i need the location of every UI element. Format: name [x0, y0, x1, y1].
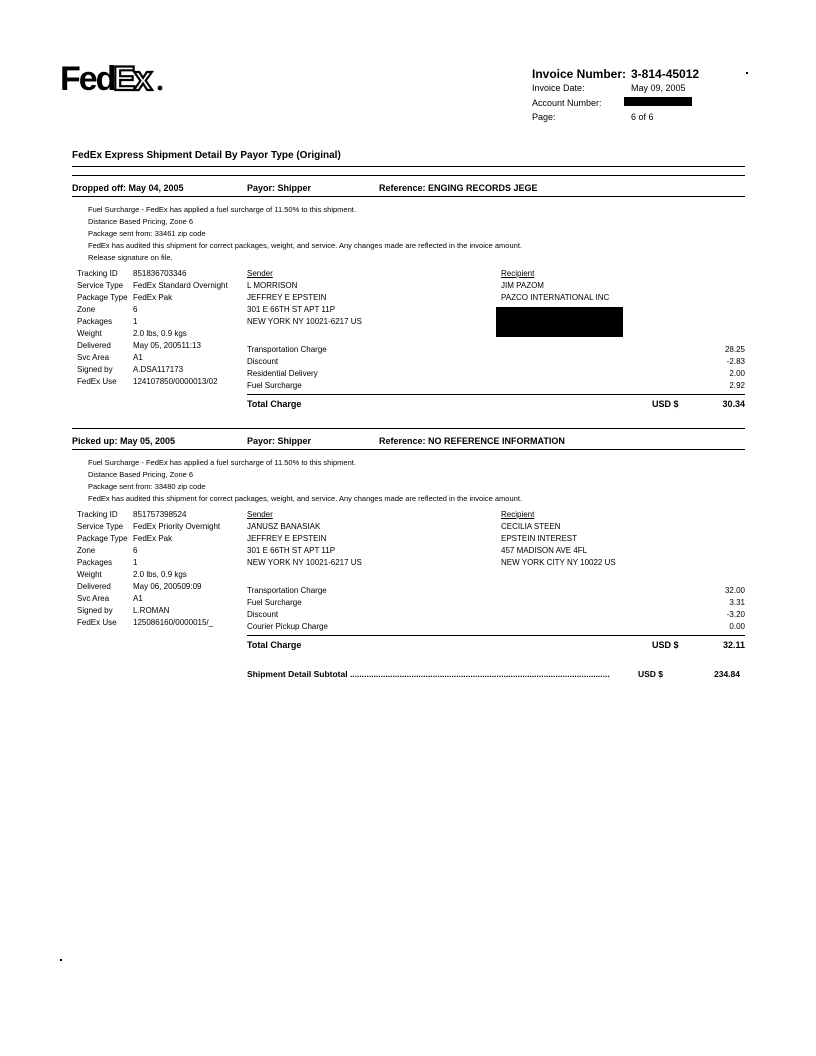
detail-label: Service Type	[77, 281, 124, 290]
detail-label: FedEx Use	[77, 618, 117, 627]
recipient-line: NEW YORK CITY NY 10022 US	[501, 558, 616, 567]
detail-label: Delivered	[77, 341, 111, 350]
charge-label: Transportation Charge	[247, 345, 327, 354]
page-label: Page:	[532, 112, 556, 122]
sender-line: JEFFREY E EPSTEIN	[247, 534, 327, 543]
speck	[60, 959, 62, 961]
account-number-redaction	[624, 97, 692, 106]
speck	[746, 72, 748, 74]
detail-label: Weight	[77, 570, 102, 579]
total-rule	[247, 635, 745, 636]
shipment-note: FedEx has audited this shipment for correct packages, weight, and service. Any changes made are reflected in the invoice amount.	[88, 494, 522, 503]
charge-amount: -2.83	[726, 357, 745, 366]
charge-amount: 3.31	[729, 598, 745, 607]
detail-value: FedEx Pak	[133, 293, 173, 302]
charge-label: Fuel Surcharge	[247, 381, 302, 390]
recipient-line: JIM PAZOM	[501, 281, 544, 290]
detail-label: Signed by	[77, 365, 113, 374]
detail-value: A1	[133, 353, 143, 362]
detail-value: 2.0 lbs, 0.9 kgs	[133, 329, 187, 338]
section-top-rule	[72, 428, 745, 429]
detail-label: Tracking ID	[77, 269, 118, 278]
recipient-line: CECILIA STEEN	[501, 522, 561, 531]
recipient-heading: Recipient	[501, 269, 535, 278]
detail-value: 125086160/0000015/_	[133, 618, 214, 627]
shipment-payor: Payor: Shipper	[247, 436, 312, 446]
charge-label: Discount	[247, 610, 279, 619]
shipment-date: Picked up: May 05, 2005	[72, 436, 176, 446]
title-rule	[72, 166, 745, 167]
invoice-number: 3-814-45012	[631, 67, 700, 81]
charge-label: Transportation Charge	[247, 586, 327, 595]
shipment-reference: Reference: ENGING RECORDS JEGE	[379, 183, 538, 193]
total-charge-amount: 30.34	[722, 399, 745, 409]
sender-line: L MORRISON	[247, 281, 298, 290]
account-number-label: Account Number:	[532, 98, 602, 108]
invoice-date-label: Invoice Date:	[532, 83, 585, 93]
detail-value: FedEx Standard Overnight	[133, 281, 228, 290]
charge-label: Residential Delivery	[247, 369, 318, 378]
shipment-note: FedEx has audited this shipment for correct packages, weight, and service. Any changes made are reflected in the invoice amount.	[88, 241, 522, 250]
charge-amount: 32.00	[724, 586, 745, 595]
subtotal-label: Shipment Detail Subtotal ..............................................................................................................	[247, 669, 610, 679]
charge-amount: 2.00	[729, 369, 745, 378]
tracking-id: 851836703346	[133, 269, 187, 278]
detail-value: May 05, 200511:13	[133, 341, 201, 350]
sender-line: NEW YORK NY 10021-6217 US	[247, 317, 362, 326]
svg-text:Ex: Ex	[113, 60, 151, 96]
fedex-logo	[60, 60, 170, 96]
detail-label: Service Type	[77, 522, 124, 531]
shipment-date: Dropped off: May 04, 2005	[72, 183, 184, 193]
total-charge-amount: 32.11	[722, 640, 745, 650]
detail-label: Delivered	[77, 582, 111, 591]
recipient-address-redaction	[496, 307, 623, 337]
detail-label: Zone	[77, 305, 96, 314]
detail-label: Packages	[77, 558, 113, 567]
invoice-number-label: Invoice Number:	[532, 67, 627, 81]
sender-line: 301 E 66TH ST APT 11P	[247, 305, 336, 314]
sender-line: 301 E 66TH ST APT 11P	[247, 546, 336, 555]
sender-line: JANUSZ BANASIAK	[247, 522, 321, 531]
charge-label: Discount	[247, 357, 279, 366]
detail-value: A1	[133, 594, 143, 603]
sender-line: NEW YORK NY 10021-6217 US	[247, 558, 362, 567]
page-title: FedEx Express Shipment Detail By Payor Type (Original)	[72, 150, 341, 161]
total-charge-label: Total Charge	[247, 399, 302, 409]
total-currency: USD $	[652, 399, 679, 409]
total-charge-label: Total Charge	[247, 640, 302, 650]
detail-label: Packages	[77, 317, 113, 326]
sender-line: JEFFREY E EPSTEIN	[247, 293, 327, 302]
total-rule	[247, 394, 745, 395]
detail-value: 6	[133, 546, 138, 555]
charge-label: Fuel Surcharge	[247, 598, 302, 607]
invoice-date: May 09, 2005	[631, 83, 686, 93]
section-top-rule	[72, 175, 745, 176]
shipment-note: Distance Based Pricing, Zone 6	[88, 470, 194, 479]
detail-value: 124107850/0000013/02	[133, 377, 218, 386]
tracking-id: 851757398524	[133, 510, 187, 519]
shipment-reference: Reference: NO REFERENCE INFORMATION	[379, 436, 565, 446]
shipment-note: Fuel Surcharge - FedEx has applied a fuel surcharge of 11.50% to this shipment.	[88, 205, 356, 214]
shipment-header-rule	[72, 449, 745, 450]
shipment-note: Distance Based Pricing, Zone 6	[88, 217, 194, 226]
detail-value: FedEx Priority Overnight	[133, 522, 221, 531]
page-number: 6 of 6	[631, 112, 654, 122]
charge-amount: -3.20	[726, 610, 745, 619]
detail-label: Package Type	[77, 293, 128, 302]
recipient-line: PAZCO INTERNATIONAL INC	[501, 293, 610, 302]
detail-label: Svc Area	[77, 353, 110, 362]
recipient-line: EPSTEIN INTEREST	[501, 534, 578, 543]
recipient-heading: Recipient	[501, 510, 535, 519]
detail-value: 1	[133, 558, 138, 567]
total-currency: USD $	[652, 640, 679, 650]
detail-value: 1	[133, 317, 138, 326]
charge-amount: 0.00	[729, 622, 745, 631]
detail-value: 2.0 lbs, 0.9 kgs	[133, 570, 187, 579]
sender-heading: Sender	[247, 269, 273, 278]
detail-label: Zone	[77, 546, 96, 555]
detail-label: Tracking ID	[77, 510, 118, 519]
shipment-header-rule	[72, 196, 745, 197]
detail-value: FedEx Pak	[133, 534, 173, 543]
detail-value: 6	[133, 305, 138, 314]
sender-heading: Sender	[247, 510, 273, 519]
detail-label: FedEx Use	[77, 377, 117, 386]
shipment-note: Fuel Surcharge - FedEx has applied a fuel surcharge of 11.50% to this shipment.	[88, 458, 356, 467]
detail-label: Package Type	[77, 534, 128, 543]
charge-amount: 2.92	[729, 381, 745, 390]
subtotal-amount: 234.84	[714, 669, 740, 679]
detail-value: A.DSA117173	[133, 365, 184, 374]
recipient-line: 457 MADISON AVE 4FL	[501, 546, 588, 555]
detail-label: Weight	[77, 329, 102, 338]
subtotal-currency: USD $	[638, 669, 664, 679]
shipment-note: Release signature on file.	[88, 253, 173, 262]
shipment-note: Package sent from: 33461 zip code	[88, 229, 206, 238]
detail-label: Svc Area	[77, 594, 110, 603]
detail-value: May 06, 200509:09	[133, 582, 202, 591]
charge-amount: 28.25	[724, 345, 745, 354]
svg-text:Fed: Fed	[60, 60, 115, 96]
charge-label: Courier Pickup Charge	[247, 622, 328, 631]
detail-label: Signed by	[77, 606, 113, 615]
shipment-payor: Payor: Shipper	[247, 183, 312, 193]
shipment-note: Package sent from: 33480 zip code	[88, 482, 206, 491]
detail-value: L.ROMAN	[133, 606, 170, 615]
